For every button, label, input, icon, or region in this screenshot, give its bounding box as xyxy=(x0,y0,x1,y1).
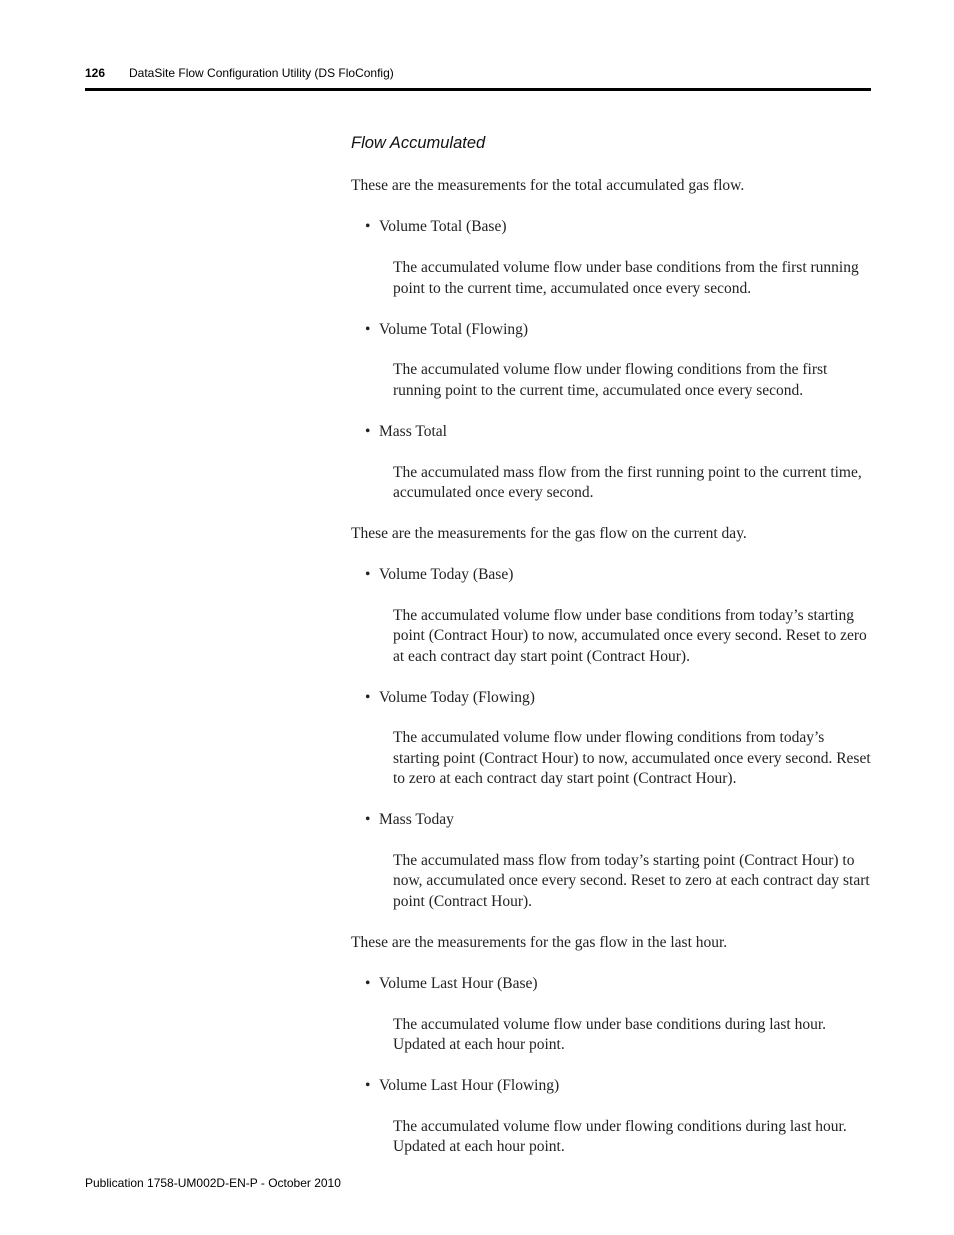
item-description: The accumulated volume flow under flowing conditions from the first running point to the current time, accumulated once every second. xyxy=(393,361,828,399)
group-intro: These are the measurements for the gas flow on the current day. xyxy=(351,524,747,542)
item-label: Mass Today xyxy=(379,811,454,829)
group-intro: These are the measurements for the gas flow in the last hour. xyxy=(351,933,728,951)
list-item xyxy=(365,217,871,237)
item-description: The accumulated mass flow from the first running point to the current time, accumulated once every second. xyxy=(393,463,862,502)
section-title: Flow Accumulated xyxy=(351,134,486,152)
item-label: Volume Last Hour (Flowing) xyxy=(379,1076,560,1094)
item-description: The accumulated volume flow under base conditions from the first running point to the current time, accumulated once every second. xyxy=(393,259,859,297)
item-description: The accumulated volume flow under base conditions during last hour. Updated at each hour point. xyxy=(393,1015,827,1053)
item-label: Volume Last Hour (Base) xyxy=(379,974,538,992)
item-description: The accumulated mass flow from today’s starting point (Contract Hour) to now, accumulated once every second. Reset to zero at each contract day start point (Contract Hour). xyxy=(393,852,870,910)
item-description: The accumulated volume flow under flowing conditions from today’s starting point (Contract Hour) to now, accumulated once every second. Reset to zero at each contract day start point (Contract Hour). xyxy=(393,729,871,788)
list-item xyxy=(365,320,871,340)
item-label: Volume Total (Base) xyxy=(379,218,507,236)
measurement-group-total xyxy=(351,176,871,503)
list-item xyxy=(365,565,871,585)
bullet-icon: • xyxy=(365,974,371,992)
bullet-icon: • xyxy=(365,1076,371,1094)
item-label: Volume Today (Base) xyxy=(379,565,514,583)
main-content xyxy=(351,133,871,1178)
item-description: The accumulated volume flow under base conditions from today’s starting point (Contract Hour) to now, accumulated once every second. Reset to zero at each contract day start point (Contract Hour). xyxy=(393,606,867,665)
list-item xyxy=(365,974,871,994)
list-item xyxy=(365,688,871,708)
bullet-icon: • xyxy=(365,811,371,829)
item-label: Volume Today (Flowing) xyxy=(379,688,535,706)
publication-footer: Publication 1758-UM002D-EN-P - October 2010 xyxy=(85,1176,341,1190)
bullet-icon: • xyxy=(365,320,371,338)
list-item xyxy=(365,422,871,442)
bullet-icon: • xyxy=(365,688,371,706)
bullet-icon: • xyxy=(365,218,371,236)
bullet-icon: • xyxy=(365,422,371,440)
list-item xyxy=(365,810,871,830)
running-header-title: DataSite Flow Configuration Utility (DS FloConfig) xyxy=(129,66,394,80)
bullet-icon: • xyxy=(365,565,371,583)
list-item xyxy=(365,1076,871,1096)
measurement-group-today xyxy=(351,524,871,912)
header-rule xyxy=(85,88,871,91)
page-number: 126 xyxy=(85,66,106,80)
group-intro: These are the measurements for the total accumulated gas flow. xyxy=(351,177,745,195)
measurement-group-last-hour xyxy=(351,933,871,1158)
item-label: Mass Total xyxy=(379,422,447,440)
item-label: Volume Total (Flowing) xyxy=(379,320,529,338)
item-description: The accumulated volume flow under flowing conditions during last hour. Updated at each hour point. xyxy=(393,1117,847,1156)
